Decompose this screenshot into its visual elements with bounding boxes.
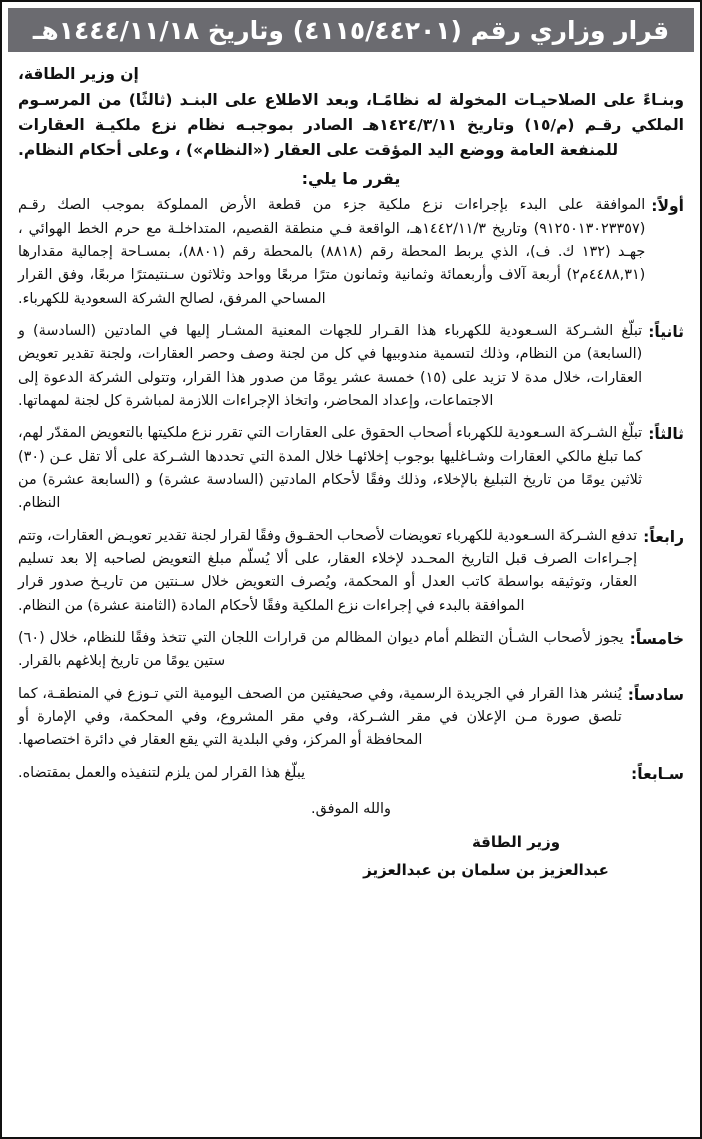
document-body bbox=[2, 52, 700, 1137]
decision-title: قرار وزاري رقم (٤١١٥/٤٤٢٠١) وتاريخ ١٤٤٤/١١/١٨هـ bbox=[32, 15, 670, 45]
closing-invocation: والله الموفق. bbox=[311, 800, 391, 817]
clause-text: تدفع الشـركة السـعودية للكهرباء تعويضات لأصحاب الحقـوق وفقًا لقرار لجنة تقدير تعويـض العقارات، وتتم إجـراءات الصرف قبل التاريخ المحـدد لإخلاء العقار، على ألا يُسلّم مبلغ التعويض لصاحبه إلا بعد تسليم العقار، وتوثيقه بواسطة كاتب العدل أو المحكمة، ويُصرف التعويض خلال سـنتين من تاريـخ صدور قرار الموافقة بالبدء في إجراءات نزع الملكية وفقًا لأحكام المادة (الثامنة عشرة) من النظام. bbox=[18, 527, 638, 614]
clause-label: سـابعاً: bbox=[631, 764, 684, 783]
clause-label: رابعاً: bbox=[643, 527, 684, 546]
clause-second bbox=[18, 320, 684, 413]
clause-label: أولاً: bbox=[651, 197, 684, 216]
bottom-spacer bbox=[18, 880, 684, 1133]
clause-seventh bbox=[18, 762, 684, 787]
clause-label: ثالثاً: bbox=[648, 425, 684, 444]
clause-text: الموافقة على البدء بإجراءات نزع ملكية جزء من قطعة الأرض المملوكة بموجب الصك رقـم (٩١٢٥٠١٣٠٢٣٣٥٧) وتاريخ ١٤٤٢/١١/٣هـ، الواقعة فـي منطقة القصيم، المتداخلـة مع حرم الخط الهوائي ، جهـد (١٣٢ ك. ف)، الذي يربط المحطة رقم (٨٨١٨) بالمحطة رقم (٨٨٠١)، بمسـاحة إجمالية مقدارها (٤٤٨٨,٣١م٢) أربعة آلاف وأربعمائة وثمانية وثمانون مترًا مربعًا وواحد وثلاثون سـنتيمترًا مربعًا، وفق القرار المساحي المرفق، لصالح الشركة السعودية للكهرباء. bbox=[18, 197, 646, 307]
clause-text: تبلّغ الشـركة السـعودية للكهرباء أصحاب الحقوق على العقارات التي تقرر نزع ملكيتها بالتعويض المقدّر لهم، كما تبلغ مالكي العقارات وشـاغليها بوجوب إخلائهـا خلال المدة التي تحددها الشـركة على ألا تقل عـن (٣٠) ثلاثين يومًا من تاريخ التبليغ بالإخلاء، وذلك وفقًا لأحكام المادتين (السادسة عشرة) و (السابعة عشرة) من النظام. bbox=[18, 425, 643, 512]
clause-label: ثانياً: bbox=[648, 322, 684, 341]
clause-first bbox=[18, 194, 684, 311]
clause-label: خامساً: bbox=[629, 629, 684, 648]
clause-sixth bbox=[18, 683, 684, 753]
clause-fourth bbox=[18, 525, 684, 618]
signatory-name: عبدالعزيز بن سلمان بن عبدالعزيز bbox=[363, 860, 609, 879]
decision-header-banner bbox=[8, 8, 694, 52]
lead-line: إن وزير الطاقة، bbox=[18, 65, 139, 83]
signature-block bbox=[18, 833, 684, 880]
clause-text: يبلّغ هذا القرار لمن يلزم لتنفيذه والعمل بمقتضاه. bbox=[18, 764, 306, 781]
clause-fifth bbox=[18, 627, 684, 674]
clause-third bbox=[18, 422, 684, 515]
clause-label: سادساً: bbox=[627, 685, 684, 704]
signatory-role: وزير الطاقة bbox=[471, 833, 561, 851]
clause-text: يُنشر هذا القرار في الجريدة الرسمية، وفي صحيفتين من الصحف اليومية التي تـوزع في المنطقـة، كما تلصق صورة مـن الإعلان في مقر الشـركة، وفي مقر المشروع، وفي المحكمة، وفي الإمارة أو المحافظة أو المركز، وفي البلدية التي يقع العقار في دائرة اختصاصها. bbox=[18, 685, 622, 749]
clause-text: يجوز لأصحاب الشـأن التظلم أمام ديوان المظالم من قرارات اللجان التي تتخذ وفقًا للنظام، خلال (٦٠) ستين يومًا من تاريخ إبلاغهم بالقرار. bbox=[18, 629, 624, 670]
preamble-paragraph: وبنـاءً على الصلاحيـات المخولة له نظامًـا، وبعد الاطلاع على البنـد (ثالثًا) من المرسـوم الملكي رقـم (م/١٥) وتاريخ ١٤٢٤/٣/١١هـ الصادر بموجبـه نظام نزع ملكيـة العقارات للمنفعة العامة ووضع اليد المؤقت على العقار («النظام») ، وعلى أحكام النظام. bbox=[18, 91, 684, 160]
clause-text: تبلّغ الشـركة السـعودية للكهرباء هذا القـرار للجهات المعنية المشـار إليها في المادتين (السادسة) و (السابعة) من النظام، وذلك لتسمية مندوبيها في كل من لجنة وصف وحصر العقارات، ولجنة تقدير تعويض العقارات، خلال مدة لا تزيد على (١٥) خمسة عشر يومًا من صدور هذا القرار، وتتولى الشركة الدعوة إلى الاجتماعات، وإعداد المحاضر، واتخاذ الإجراءات اللازمة لمباشرة كل لجنة لمهماتها. bbox=[18, 322, 643, 409]
decides-heading: يقرر ما يلي: bbox=[301, 169, 401, 189]
